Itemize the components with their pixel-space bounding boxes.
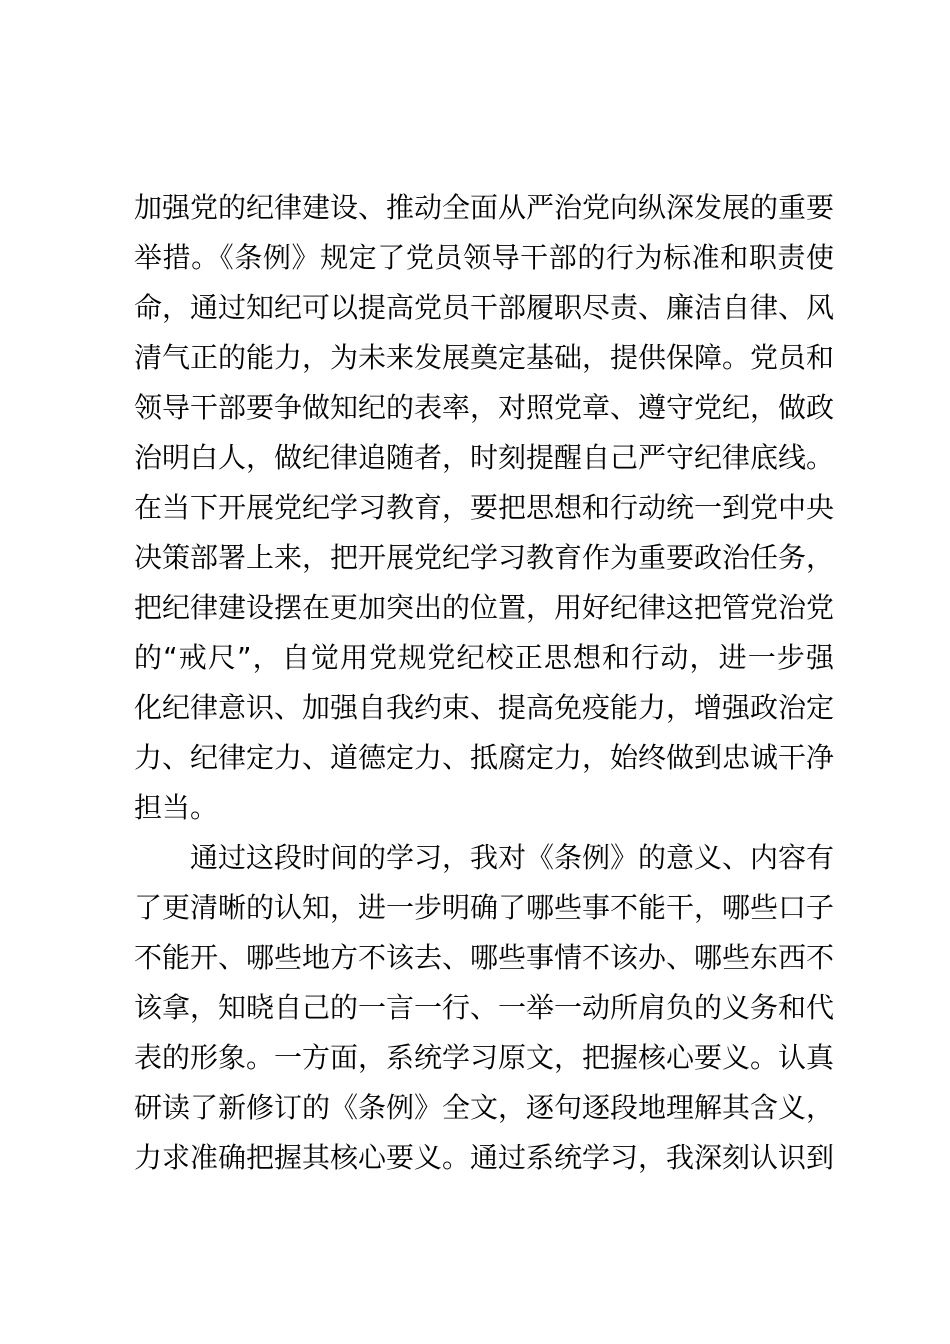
text-line: 担当。 [134, 791, 219, 824]
text-line: 通过这段时间的学习，我对《条例》的意义、内容有 [190, 841, 835, 874]
text-line: 的“戒尺”，自觉用党规党纪校正思想和行动，进一步强 [134, 641, 834, 674]
text-line: 化纪律意识、加强自我约束、提高免疫能力，增强政治定 [134, 691, 835, 724]
text-line: 力、纪律定力、道德定力、抵腐定力，始终做到忠诚干净 [134, 741, 835, 774]
text-line: 不能开、哪些地方不该去、哪些事情不该办、哪些东西不 [134, 941, 835, 974]
body-text [134, 183, 834, 1183]
text-line: 治明白人，做纪律追随者，时刻提醒自己严守纪律底线。 [134, 441, 835, 474]
text-line: 清气正的能力，为未来发展奠定基础，提供保障。党员和 [134, 341, 835, 374]
text-line: 领导干部要争做知纪的表率，对照党章、遵守党纪，做政 [134, 391, 835, 424]
text-line: 把纪律建设摆在更加突出的位置，用好纪律这把管党治党 [134, 591, 835, 624]
text-line: 举措。《条例》规定了党员领导干部的行为标准和职责使 [134, 241, 834, 274]
text-line: 了更清晰的认知，进一步明确了哪些事不能干，哪些口子 [134, 891, 835, 924]
text-line: 决策部署上来，把开展党纪学习教育作为重要政治任务， [134, 541, 835, 574]
text-line: 命，通过知纪可以提高党员干部履职尽责、廉洁自律、风 [134, 291, 835, 324]
text-line: 力求准确把握其核心要义。通过系统学习，我深刻认识到 [134, 1141, 835, 1174]
text-line: 在当下开展党纪学习教育，要把思想和行动统一到党中央 [134, 491, 835, 524]
text-line: 该拿，知晓自己的一言一行、一举一动所肩负的义务和代 [134, 991, 835, 1024]
text-line: 研读了新修订的《条例》全文，逐句逐段地理解其含义， [134, 1091, 835, 1124]
text-line: 加强党的纪律建设、推动全面从严治党向纵深发展的重要 [134, 191, 835, 224]
text-line: 表的形象。一方面，系统学习原文，把握核心要义。认真 [134, 1041, 835, 1074]
